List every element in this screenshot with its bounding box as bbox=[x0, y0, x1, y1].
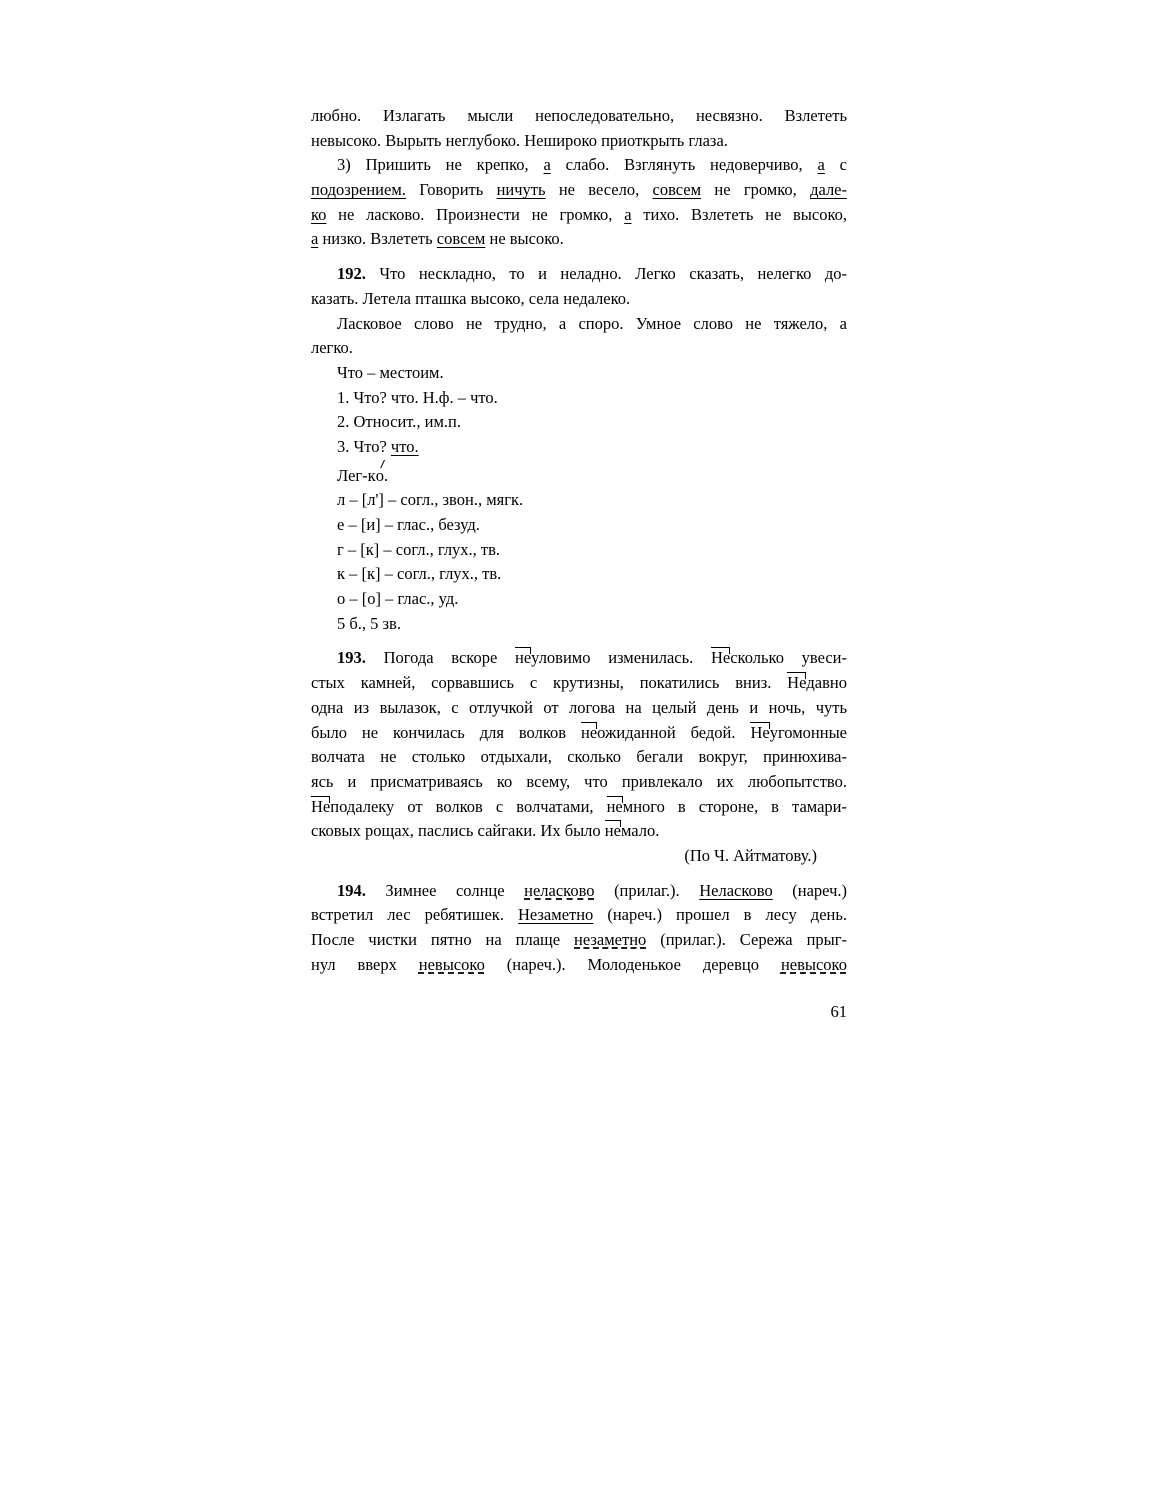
text-line bbox=[311, 361, 847, 386]
text-line bbox=[311, 312, 847, 337]
text-span: 1. Что? что. Н.ф. – что. bbox=[337, 387, 498, 407]
prefix-mark: Не bbox=[711, 646, 730, 671]
text-line bbox=[311, 464, 847, 489]
text-line bbox=[311, 287, 847, 312]
text-span: После чистки пятно на плаще bbox=[311, 930, 575, 949]
underlined-word: а bbox=[624, 204, 632, 224]
text-span: сколько увеси- bbox=[730, 648, 847, 668]
text-line bbox=[311, 671, 847, 696]
text-span: 3. Что? bbox=[337, 436, 391, 456]
text-line bbox=[311, 562, 847, 587]
text-span: казать. Летела пташка высоко, села недалеко. bbox=[311, 288, 631, 308]
exercise-number: 192. bbox=[337, 264, 366, 284]
underlined-word: Неласково bbox=[699, 880, 773, 900]
text-line bbox=[311, 336, 847, 361]
prefix-mark: Не bbox=[311, 795, 330, 820]
prefix-mark: Не bbox=[787, 671, 806, 696]
text-line bbox=[311, 646, 847, 671]
text-span: Лег-к bbox=[337, 465, 376, 485]
text-span: Погода вскоре bbox=[365, 648, 516, 668]
text-span: не громко, bbox=[701, 180, 811, 200]
underlined-word: ничуть bbox=[496, 180, 546, 200]
text-span: сковых рощах, паслись сайгаки. Их было bbox=[311, 821, 605, 841]
text-span: угомонные bbox=[769, 722, 847, 742]
text-line bbox=[311, 386, 847, 411]
text-span: Говорить bbox=[405, 180, 497, 200]
text-span: Что нескладно, то и неладно. Легко сказать, нелегко до- bbox=[365, 264, 847, 284]
attribution: (По Ч. Айтматову.) bbox=[684, 845, 817, 865]
text-span: с bbox=[824, 155, 847, 175]
text-line bbox=[311, 844, 847, 869]
underlined-word: а bbox=[311, 229, 319, 249]
text-span: было не кончилась для волков bbox=[311, 722, 581, 742]
text-line bbox=[311, 721, 847, 746]
text-span: о – [о] – глас., уд. bbox=[337, 589, 459, 609]
text-span: не весело, bbox=[545, 180, 653, 200]
page-number: 61 bbox=[830, 1002, 847, 1021]
text-span: мало. bbox=[620, 821, 660, 841]
text-line bbox=[311, 513, 847, 538]
text-span: много в стороне, в тамари- bbox=[622, 796, 847, 816]
text-span: не ласково. Произнести не громко, bbox=[326, 204, 625, 224]
text-line bbox=[311, 435, 847, 460]
text-line bbox=[311, 538, 847, 563]
underlined-word: ко bbox=[311, 204, 327, 224]
text-span: Что – местоим. bbox=[337, 362, 444, 382]
text-span: тихо. Взлететь не высоко, bbox=[631, 204, 848, 224]
text-span: л – [л'] – согл., звон., мягк. bbox=[337, 490, 524, 510]
text-line bbox=[311, 928, 847, 953]
text-span: крепко, bbox=[476, 155, 544, 175]
exercise-number: 193. bbox=[337, 648, 366, 668]
text-span: не высоко. bbox=[485, 229, 564, 249]
text-span: низко. Взлететь bbox=[318, 229, 437, 249]
underlined-word: совсем bbox=[652, 180, 702, 200]
text-line bbox=[311, 795, 847, 820]
text-span: г – [к] – согл., глух., тв. bbox=[337, 539, 501, 559]
text-span: 3) Пришить не bbox=[337, 155, 477, 175]
prefix-mark: не bbox=[605, 819, 621, 844]
underlined-word: невысоко bbox=[418, 954, 485, 974]
text-line bbox=[311, 819, 847, 844]
text-line bbox=[311, 104, 847, 129]
text-span: слабо. Взглянуть недоверчиво, bbox=[550, 155, 818, 175]
text-span: любно. Излагать мысли непоследовательно, несвязно. Взлететь bbox=[311, 106, 847, 125]
text-span: (нареч.). Молоденькое деревцо bbox=[484, 954, 781, 974]
text-line bbox=[311, 203, 847, 228]
text-span: . bbox=[383, 465, 389, 485]
text-line bbox=[311, 953, 847, 978]
underlined-word: подозрением. bbox=[311, 180, 406, 200]
underlined-word: что. bbox=[390, 436, 419, 456]
text-span: нул вверх bbox=[311, 954, 419, 974]
text-span: Ласковое слово не трудно, а споро. Умное слово не тяжело, а bbox=[337, 313, 847, 333]
text-line bbox=[311, 903, 847, 928]
text-span: давно bbox=[806, 673, 847, 693]
text-span: одна из вылазок, с отлучкой от логова на целый день и ночь, чуть bbox=[311, 697, 847, 717]
text-line bbox=[311, 879, 847, 904]
text-span: Зимнее солнце bbox=[365, 880, 525, 900]
underlined-word: невысоко bbox=[780, 954, 847, 974]
text-span: ясь и присматриваясь ко всему, что привлекало их любопытство. bbox=[311, 771, 847, 791]
underlined-word: неласково bbox=[524, 880, 595, 900]
text-line bbox=[311, 745, 847, 770]
text-span: е – [и] – глас., безуд. bbox=[337, 515, 480, 534]
text-line bbox=[311, 696, 847, 721]
underlined-word: незаметно bbox=[574, 930, 647, 949]
text-line bbox=[311, 587, 847, 612]
text-span: встретил лес ребятишек. bbox=[311, 905, 518, 925]
text-span: 5 б., 5 зв. bbox=[337, 613, 401, 633]
text-line bbox=[311, 227, 847, 252]
underlined-word: совсем bbox=[436, 229, 486, 249]
text-column bbox=[311, 104, 847, 977]
text-line bbox=[311, 770, 847, 795]
text-line bbox=[311, 612, 847, 637]
text-span: стых камней, сорвавшись с крутизны, покатились вниз. bbox=[311, 673, 788, 693]
text-span: невысоко. Вырыть неглубоко. Неширoко приоткрыть глаза. bbox=[311, 130, 728, 150]
prefix-mark: не bbox=[607, 795, 623, 820]
text-span: ожиданной бедой. bbox=[597, 722, 751, 742]
text-line bbox=[311, 262, 847, 287]
text-span: (нареч.) прошел в лесу день. bbox=[593, 905, 847, 925]
text-span: волчата не столько отдыхали, сколько бегали вокруг, принюхива- bbox=[311, 747, 847, 767]
text-span: (прилаг.). bbox=[594, 880, 700, 900]
exercise-number: 194. bbox=[337, 880, 366, 900]
text-line bbox=[311, 178, 847, 203]
text-span: подалеку от волков с волчатами, bbox=[330, 796, 607, 816]
underlined-word: а bbox=[817, 155, 825, 175]
text-line bbox=[311, 153, 847, 178]
text-line bbox=[311, 488, 847, 513]
text-span: 2. Относит., им.п. bbox=[337, 412, 461, 432]
underlined-word: а bbox=[543, 155, 551, 175]
text-line bbox=[311, 129, 847, 154]
prefix-mark: Не bbox=[750, 721, 769, 746]
text-span: уловимо изменилась. bbox=[531, 648, 711, 668]
text-line bbox=[311, 410, 847, 435]
underlined-word: Незаметно bbox=[517, 905, 594, 925]
text-span: (нареч.) bbox=[772, 880, 847, 900]
text-span: легко. bbox=[311, 338, 353, 358]
underlined-word: дале- bbox=[810, 180, 847, 200]
text-span: к – [к] – согл., глух., тв. bbox=[337, 564, 502, 584]
prefix-mark: не bbox=[581, 721, 597, 746]
text-span: (прилаг.). Сережа прыг- bbox=[646, 930, 848, 949]
prefix-mark: не bbox=[515, 646, 531, 671]
stress-mark: о bbox=[376, 464, 384, 489]
